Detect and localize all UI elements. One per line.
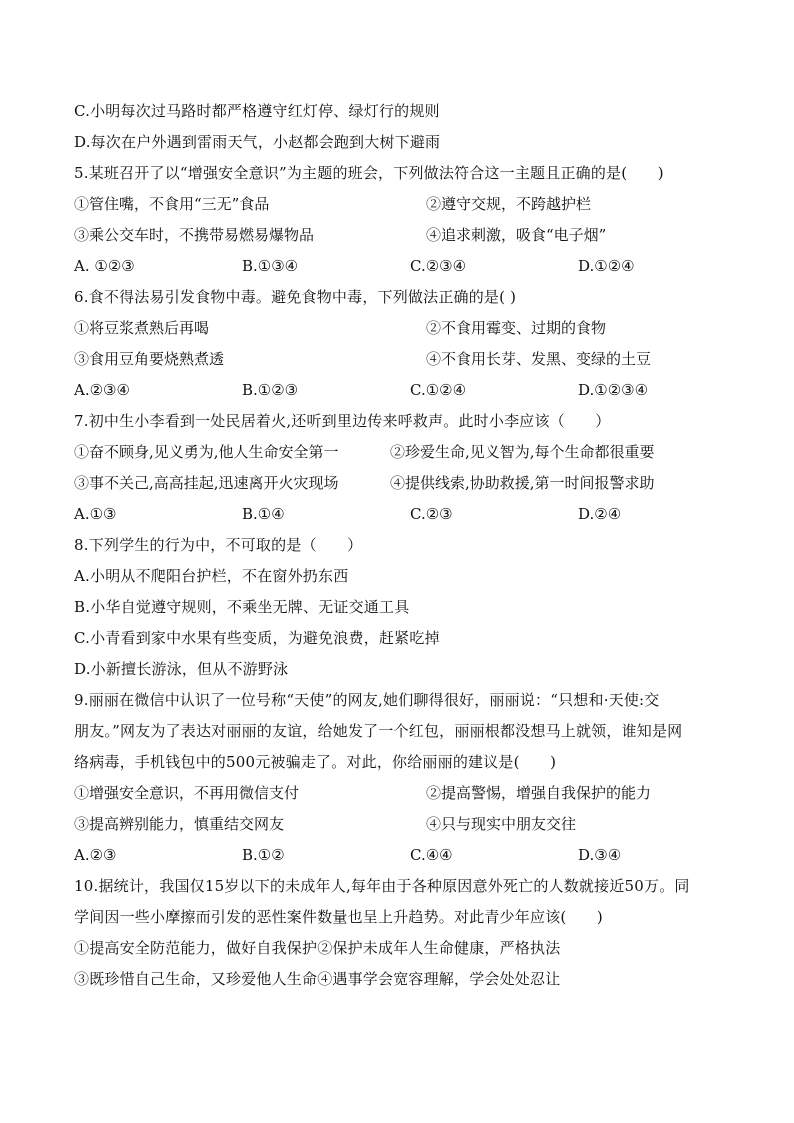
q9-answer-d: D.③④ bbox=[578, 846, 622, 864]
q6-statement-1: ①将豆浆煮熟后再喝 bbox=[74, 319, 210, 337]
q7-answer-a: A.①③ bbox=[74, 505, 117, 523]
exam-page bbox=[74, 96, 734, 995]
q7-statement-1: ①奋不顾身,见义勇为,他人生命安全第一 bbox=[74, 443, 339, 461]
q10-stem-line2: 学间因一些小摩擦而引发的恶性案件数量也呈上升趋势。对此青少年应该( ) bbox=[74, 908, 603, 926]
q6-answer-d: D.①②③④ bbox=[578, 381, 649, 399]
q4-option-d: D.每次在户外遇到雷雨天气，小赵都会跑到大树下避雨 bbox=[74, 133, 441, 151]
q9-statement-1: ①增强安全意识，不再用微信支付 bbox=[74, 784, 300, 802]
q7-answer-b: B.①④ bbox=[242, 505, 285, 523]
q5-statement-2: ②遵守交规，不跨越护栏 bbox=[426, 195, 592, 213]
q10-stem-line1: 10.据统计，我国仅15岁以下的未成年人,每年由于各种原因意外死亡的人数就接近50万。同 bbox=[74, 877, 690, 895]
q5-answer-b: B.①③④ bbox=[242, 257, 299, 275]
q5-answer-a: A. ①②③ bbox=[74, 257, 135, 275]
q10-statements-line1: ①提高安全防范能力，做好自我保护②保护未成年人生命健康，严格执法 bbox=[74, 939, 561, 957]
q6-answer-a: A.②③④ bbox=[74, 381, 130, 399]
q7-statements-row2 bbox=[74, 468, 734, 499]
q7-answer-c: C.②③ bbox=[410, 505, 453, 523]
q5-statement-1: ①管住嘴，不食用“三无”食品 bbox=[74, 195, 270, 213]
q9-stem-line2: 朋友。”网友为了表达对丽丽的友谊，给她发了一个红包，丽丽根都没想马上就领，谁知是网 bbox=[74, 722, 683, 740]
q9-statement-3: ③提高辨别能力，慎重结交网友 bbox=[74, 815, 285, 833]
q9-statement-2: ②提高警惕，增强自我保护的能力 bbox=[426, 784, 652, 802]
q5-answers bbox=[74, 251, 734, 282]
q9-answer-b: B.①② bbox=[242, 846, 285, 864]
q7-statement-4: ④提供线索,协助救援,第一时间报警求助 bbox=[390, 474, 655, 492]
q6-statements-row1 bbox=[74, 313, 734, 344]
q7-statement-3: ③事不关己,高高挂起,迅速离开火灾现场 bbox=[74, 474, 339, 492]
q5-answer-c: C.②③④ bbox=[410, 257, 467, 275]
q6-statement-2: ②不食用霉变、过期的食物 bbox=[426, 319, 607, 337]
q9-answer-c: C.④④ bbox=[410, 846, 453, 864]
q5-statements-row2 bbox=[74, 220, 734, 251]
q7-answers bbox=[74, 499, 734, 530]
q7-statement-2: ②珍爱生命,见义智为,每个生命都很重要 bbox=[390, 443, 655, 461]
q8-option-b: B.小华自觉遵守规则，不乘坐无牌、无证交通工具 bbox=[74, 598, 410, 616]
q9-statements-row2 bbox=[74, 809, 734, 840]
q5-stem: 5.某班召开了以“增强安全意识”为主题的班会，下列做法符合这一主题且正确的是( ) bbox=[74, 164, 664, 182]
q9-answer-a: A.②③ bbox=[74, 846, 117, 864]
q6-statement-3: ③食用豆角要烧熟煮透 bbox=[74, 350, 225, 368]
q5-statements-row1 bbox=[74, 189, 734, 220]
q8-stem: 8.下列学生的行为中，不可取的是（ ） bbox=[74, 536, 363, 554]
q6-statements-row2 bbox=[74, 344, 734, 375]
q8-option-c: C.小青看到家中水果有些变质，为避免浪费，赶紧吃掉 bbox=[74, 629, 440, 647]
q5-answer-d: D.①②④ bbox=[578, 257, 635, 275]
q6-stem: 6.食不得法易引发食物中毒。避免食物中毒，下列做法正确的是( ) bbox=[74, 288, 517, 306]
q7-answer-d: D.②④ bbox=[578, 505, 622, 523]
q8-option-a: A.小明从不爬阳台护栏，不在窗外扔东西 bbox=[74, 567, 349, 585]
q5-statement-3: ③乘公交车时，不携带易燃易爆物品 bbox=[74, 226, 315, 244]
q9-stem-line1: 9.丽丽在微信中认识了一位号称“天使”的网友,她们聊得很好，丽丽说：“只想和·天使:交 bbox=[74, 691, 660, 709]
q5-statement-4: ④追求刺激，吸食“电子烟” bbox=[426, 226, 607, 244]
q6-statement-4: ④不食用长芽、发黑、变绿的土豆 bbox=[426, 350, 652, 368]
q6-answer-c: C.①②④ bbox=[410, 381, 467, 399]
q9-answers bbox=[74, 840, 734, 871]
q6-answer-b: B.①②③ bbox=[242, 381, 299, 399]
q9-statements-row1 bbox=[74, 778, 734, 809]
q7-statements-row1 bbox=[74, 437, 734, 468]
q7-stem: 7.初中生小李看到一处民居着火,还听到里边传来呼救声。此时小李应该（ ） bbox=[74, 412, 611, 430]
q4-option-c: C.小明每次过马路时都严格遵守红灯停、绿灯行的规则 bbox=[74, 102, 440, 120]
q9-stem-line3: 络病毒，手机钱包中的500元被骗走了。对此，你给丽丽的建议是( ) bbox=[74, 753, 557, 771]
q10-statements-line2: ③既珍惜自己生命，又珍爱他人生命④遇事学会宽容理解，学会处处忍让 bbox=[74, 970, 561, 988]
q9-statement-4: ④只与现实中朋友交往 bbox=[426, 815, 577, 833]
q8-option-d: D.小新擅长游泳，但从不游野泳 bbox=[74, 660, 289, 678]
q6-answers bbox=[74, 375, 734, 406]
